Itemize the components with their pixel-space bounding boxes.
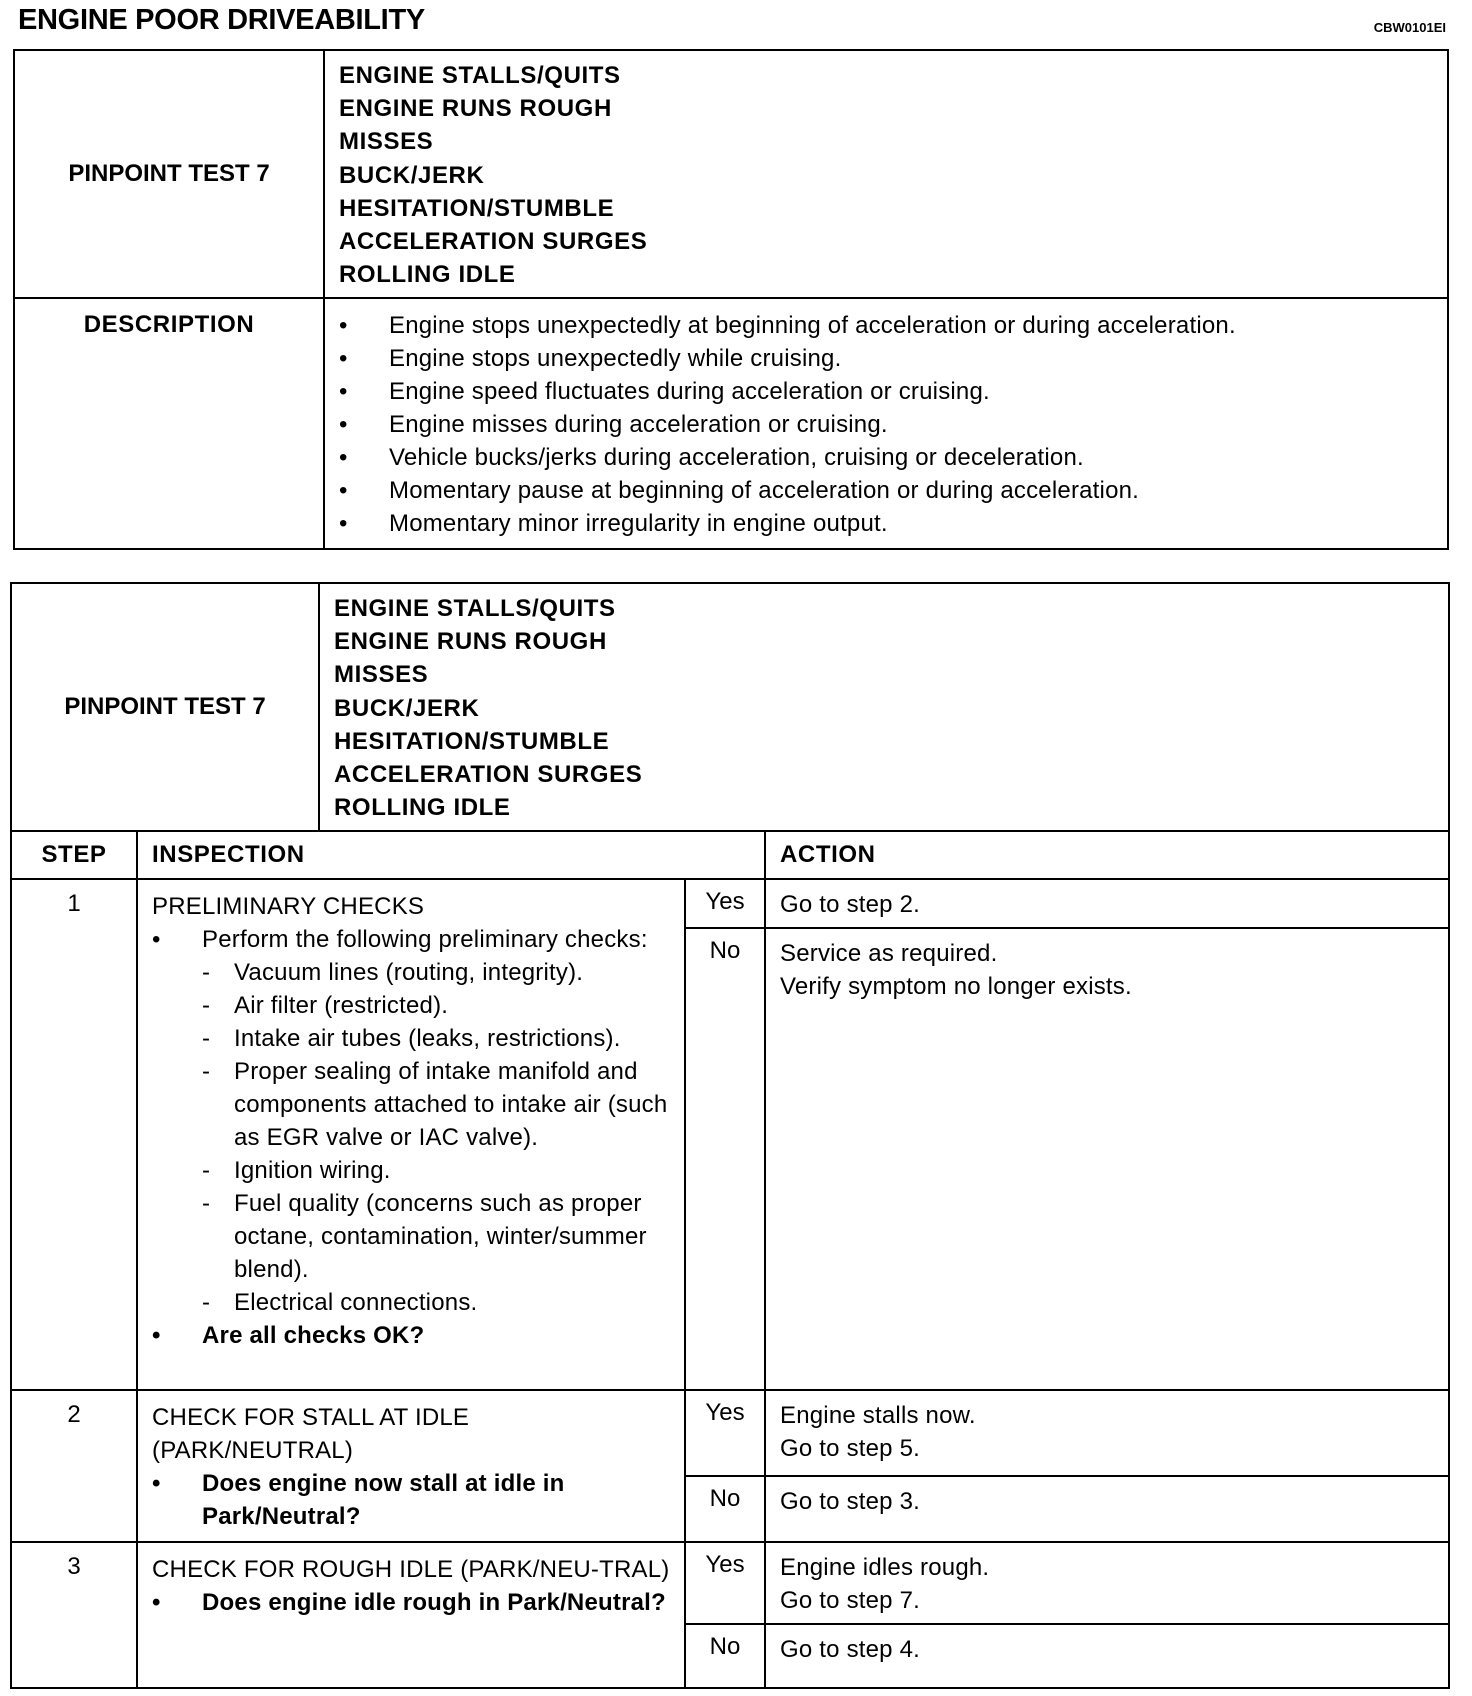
step-checklist xyxy=(152,1467,676,1533)
step-inspection xyxy=(137,1542,685,1688)
no-action xyxy=(765,1624,1449,1688)
symptom-item: ENGINE RUNS ROUGH xyxy=(339,95,612,123)
step-inspection xyxy=(137,1390,685,1542)
step-checklist xyxy=(152,1586,676,1619)
step-number: 1 xyxy=(11,879,137,1390)
symptom-list xyxy=(320,584,1448,830)
action-line: Verify symptom no longer exists. xyxy=(780,973,1132,1001)
no-action xyxy=(765,1476,1449,1543)
action-line: Go to step 3. xyxy=(780,1487,921,1515)
symptom-item: ENGINE STALLS/QUITS xyxy=(334,595,616,622)
pinpoint-test-label: PINPOINT TEST 7 xyxy=(14,50,324,298)
inspection-column-header: INSPECTION xyxy=(137,831,765,879)
action-line: Service as required. xyxy=(780,940,998,968)
description-item: • Engine misses during acceleration or cruising. xyxy=(339,408,1447,441)
yes-action xyxy=(765,1390,1449,1475)
symptom-item: MISSES xyxy=(334,661,429,689)
action-line: Go to step 7. xyxy=(780,1587,921,1615)
step-title: CHECK FOR STALL AT IDLE (PARK/NEUTRAL) xyxy=(152,1404,470,1465)
pinpoint-test-label: PINPOINT TEST 7 xyxy=(11,583,319,831)
check-subitem: - Vacuum lines (routing, integrity). xyxy=(152,956,676,989)
no-label: No xyxy=(685,928,765,1390)
step-title: PRELIMINARY CHECKS xyxy=(152,893,425,921)
action-line: Go to step 4. xyxy=(780,1636,921,1664)
symptom-item: ENGINE STALLS/QUITS xyxy=(339,62,621,89)
step-number: 3 xyxy=(11,1542,137,1688)
step-checklist xyxy=(152,923,676,1352)
action-line: Go to step 2. xyxy=(780,891,921,919)
symptom-list xyxy=(325,51,1447,297)
symptom-item: MISSES xyxy=(339,128,434,156)
step-title: CHECK FOR ROUGH IDLE (PARK/NEU-TRAL) xyxy=(152,1556,670,1584)
step-question: • Does engine now stall at idle in Park/Neutral? xyxy=(152,1467,676,1533)
description-item: • Engine stops unexpectedly at beginning of acceleration or during acceleration. xyxy=(339,309,1447,342)
no-label: No xyxy=(685,1476,765,1543)
document-code: CBW0101EI xyxy=(1373,20,1446,35)
step-number: 2 xyxy=(11,1390,137,1542)
yes-action xyxy=(765,879,1449,928)
description-row xyxy=(14,298,1448,549)
description-item: • Momentary minor irregularity in engine output. xyxy=(339,507,1447,540)
step-inspection xyxy=(137,879,685,1390)
symptom-item: HESITATION/STUMBLE xyxy=(339,194,615,222)
symptom-item: ROLLING IDLE xyxy=(339,261,516,289)
yes-label: Yes xyxy=(685,879,765,928)
step-column-header: STEP xyxy=(11,831,137,879)
no-label: No xyxy=(685,1624,765,1688)
check-subitem: - Electrical connections. xyxy=(152,1286,676,1319)
symptom-item: BUCK/JERK xyxy=(334,694,480,722)
symptom-cell xyxy=(324,50,1448,298)
symptom-item: HESITATION/STUMBLE xyxy=(334,727,610,755)
yes-label: Yes xyxy=(685,1542,765,1624)
check-subitem: - Fuel quality (concerns such as proper octane, contamination, winter/summer blend). xyxy=(152,1187,676,1286)
symptom-item: BUCK/JERK xyxy=(339,161,485,189)
symptom-item: ROLLING IDLE xyxy=(334,794,511,822)
step-row xyxy=(11,1542,1449,1624)
page-title: ENGINE POOR DRIVEABILITY xyxy=(18,4,425,36)
description-list xyxy=(325,299,1447,548)
symptom-row xyxy=(14,50,1448,298)
symptom-cell xyxy=(319,583,1449,831)
action-line: Engine stalls now. xyxy=(780,1402,976,1430)
action-line: Go to step 5. xyxy=(780,1435,921,1463)
action-column-header: ACTION xyxy=(765,831,1449,879)
description-cell xyxy=(324,298,1448,549)
column-header-row xyxy=(11,831,1449,879)
step-question: • Are all checks OK? xyxy=(152,1319,676,1352)
symptom-row xyxy=(11,583,1449,831)
pinpoint-description-table xyxy=(13,49,1449,550)
yes-label: Yes xyxy=(685,1390,765,1475)
check-subitem: - Air filter (restricted). xyxy=(152,989,676,1022)
description-label: DESCRIPTION xyxy=(14,298,324,549)
step-row xyxy=(11,879,1449,928)
check-bullet: • Perform the following preliminary checks: xyxy=(152,923,676,956)
description-item: • Engine stops unexpectedly while cruising. xyxy=(339,342,1447,375)
check-subitem: - Proper sealing of intake manifold and components attached to intake air (such as EGR valve or IAC valve). xyxy=(152,1055,676,1154)
check-subitem: - Ignition wiring. xyxy=(152,1154,676,1187)
description-item: • Engine speed fluctuates during acceleration or cruising. xyxy=(339,375,1447,408)
description-item: • Vehicle bucks/jerks during acceleration, cruising or deceleration. xyxy=(339,441,1447,474)
step-row xyxy=(11,1390,1449,1475)
check-subitem: - Intake air tubes (leaks, restrictions). xyxy=(152,1022,676,1055)
pinpoint-steps-table xyxy=(10,582,1450,1689)
symptom-item: ENGINE RUNS ROUGH xyxy=(334,628,607,656)
description-item: • Momentary pause at beginning of acceleration or during acceleration. xyxy=(339,474,1447,507)
action-line: Engine idles rough. xyxy=(780,1554,990,1582)
symptom-item: ACCELERATION SURGES xyxy=(334,761,643,789)
symptom-item: ACCELERATION SURGES xyxy=(339,228,648,256)
yes-action xyxy=(765,1542,1449,1624)
step-question: • Does engine idle rough in Park/Neutral? xyxy=(152,1586,676,1619)
no-action xyxy=(765,928,1449,1390)
